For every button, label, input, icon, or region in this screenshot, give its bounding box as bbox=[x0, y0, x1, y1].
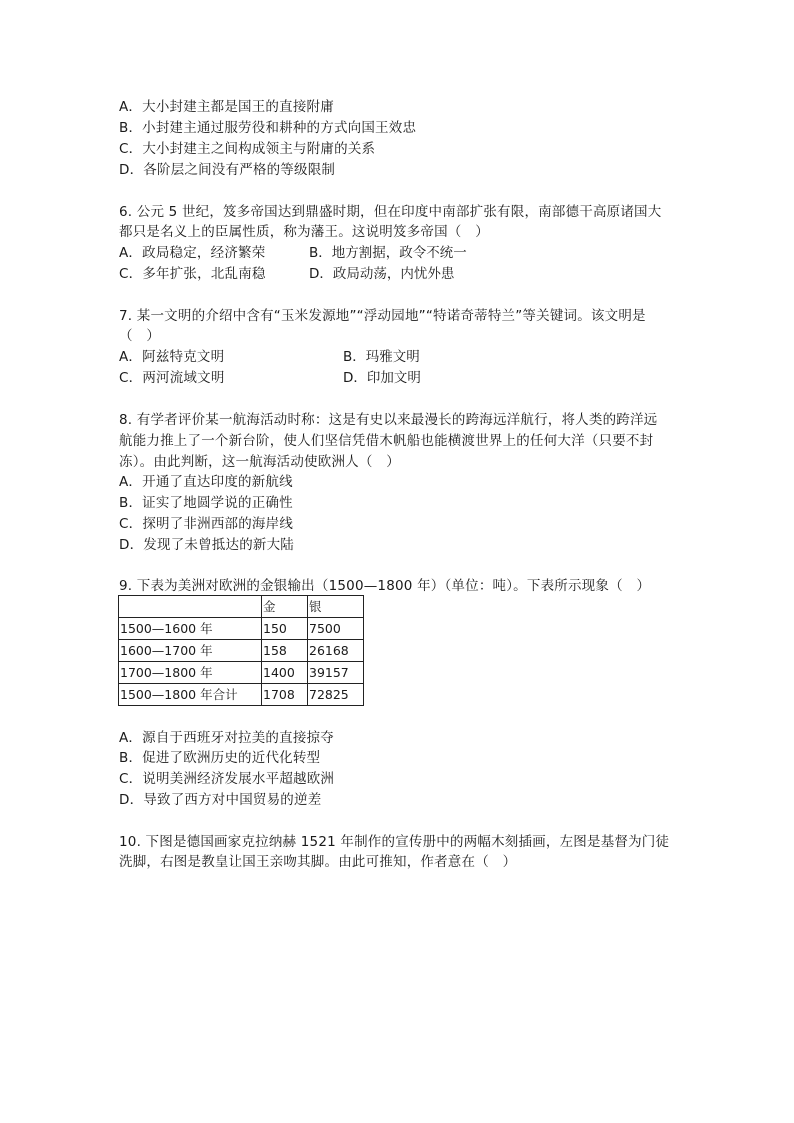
q8-stem-line3: 冻）。由此判断，这一航海活动使欧洲人（ ） bbox=[119, 454, 400, 470]
table-row bbox=[119, 662, 364, 684]
table-cell: 72825 bbox=[308, 684, 364, 706]
q7-stem-line2: （ ） bbox=[119, 328, 161, 344]
q5-option-c: C．大小封建主之间构成领主与附庸的关系 bbox=[119, 141, 376, 157]
table-header-cell bbox=[119, 596, 262, 618]
q7-option-c: C．两河流域文明 bbox=[119, 370, 225, 386]
q5-option-b: B．小封建主通过服劳役和耕种的方式向国王效忠 bbox=[119, 120, 417, 136]
table-row bbox=[119, 684, 364, 706]
q8-option-b: B．证实了地圆学说的正确性 bbox=[119, 495, 293, 511]
table-cell: 1500—1800 年合计 bbox=[119, 684, 262, 706]
q5-option-d: D．各阶层之间没有严格的等级限制 bbox=[119, 162, 336, 178]
q6-option-b: B．地方割据，政令不统一 bbox=[309, 245, 467, 261]
table-cell: 150 bbox=[262, 618, 308, 640]
table-row bbox=[119, 640, 364, 662]
q6-stem-line1: 6. 公元 5 世纪，笈多帝国达到鼎盛时期，但在印度中南部扩张有限，南部德干高原诸国大 bbox=[119, 204, 662, 220]
table-cell: 7500 bbox=[308, 618, 364, 640]
q6-option-d: D．政局动荡，内忧外患 bbox=[309, 266, 455, 282]
q5-option-a: A．大小封建主都是国王的直接附庸 bbox=[119, 99, 334, 115]
table-cell: 158 bbox=[262, 640, 308, 662]
q7-option-a: A．阿兹特克文明 bbox=[119, 349, 225, 365]
q8-stem-line1: 8. 有学者评价某一航海活动时称：这是有史以来最漫长的跨海远洋航行，将人类的跨洋远 bbox=[119, 412, 658, 428]
gold-silver-table bbox=[118, 595, 364, 706]
q7-option-d: D．印加文明 bbox=[343, 370, 421, 386]
q8-option-c: C．探明了非洲西部的海岸线 bbox=[119, 516, 294, 532]
q8-option-d: D．发现了未曾抵达的新大陆 bbox=[119, 537, 294, 553]
q7-stem-line1: 7. 某一文明的介绍中含有“玉米发源地”“浮动园地”“特诺奇蒂特兰”等关键词。该文明是 bbox=[119, 308, 646, 324]
q8-option-a: A．开通了直达印度的新航线 bbox=[119, 474, 293, 490]
q6-stem-line2: 都只是名义上的臣属性质，称为藩王。这说明笈多帝国（ ） bbox=[119, 224, 489, 240]
table-cell: 39157 bbox=[308, 662, 364, 684]
table-header-row bbox=[119, 596, 364, 618]
q9-option-c: C．说明美洲经济发展水平超越欧洲 bbox=[119, 771, 335, 787]
table-cell: 1700—1800 年 bbox=[119, 662, 262, 684]
table-cell: 26168 bbox=[308, 640, 364, 662]
table-cell: 1500—1600 年 bbox=[119, 618, 262, 640]
table-cell: 1400 bbox=[262, 662, 308, 684]
table-cell: 1600—1700 年 bbox=[119, 640, 262, 662]
q9-stem: 9. 下表为美洲对欧洲的金银输出（1500—1800 年）（单位：吨）。下表所示现象（ ） bbox=[119, 578, 651, 594]
q8-stem-line2: 航能力推上了一个新台阶，使人们坚信凭借木帆船也能横渡世界上的任何大洋（只要不封 bbox=[119, 433, 654, 449]
table-cell: 1708 bbox=[262, 684, 308, 706]
q6-option-a: A．政局稳定，经济繁荣 bbox=[119, 245, 266, 261]
q9-option-d: D．导致了西方对中国贸易的逆差 bbox=[119, 792, 322, 808]
q10-stem-line1: 10. 下图是德国画家克拉纳赫 1521 年制作的宣传册中的两幅木刻插画，左图是基督为门徒 bbox=[119, 834, 670, 850]
table-header-cell: 银 bbox=[308, 596, 364, 618]
q9-option-a: A．源自于西班牙对拉美的直接掠夺 bbox=[119, 730, 334, 746]
q10-stem-line2: 洗脚，右图是教皇让国王亲吻其脚。由此可推知，作者意在（ ） bbox=[119, 854, 517, 870]
table-row bbox=[119, 618, 364, 640]
q9-option-b: B．促进了欧洲历史的近代化转型 bbox=[119, 750, 321, 766]
q7-option-b: B．玛雅文明 bbox=[343, 349, 420, 365]
q6-option-c: C．多年扩张，北乱南稳 bbox=[119, 266, 266, 282]
table-header-cell: 金 bbox=[262, 596, 308, 618]
